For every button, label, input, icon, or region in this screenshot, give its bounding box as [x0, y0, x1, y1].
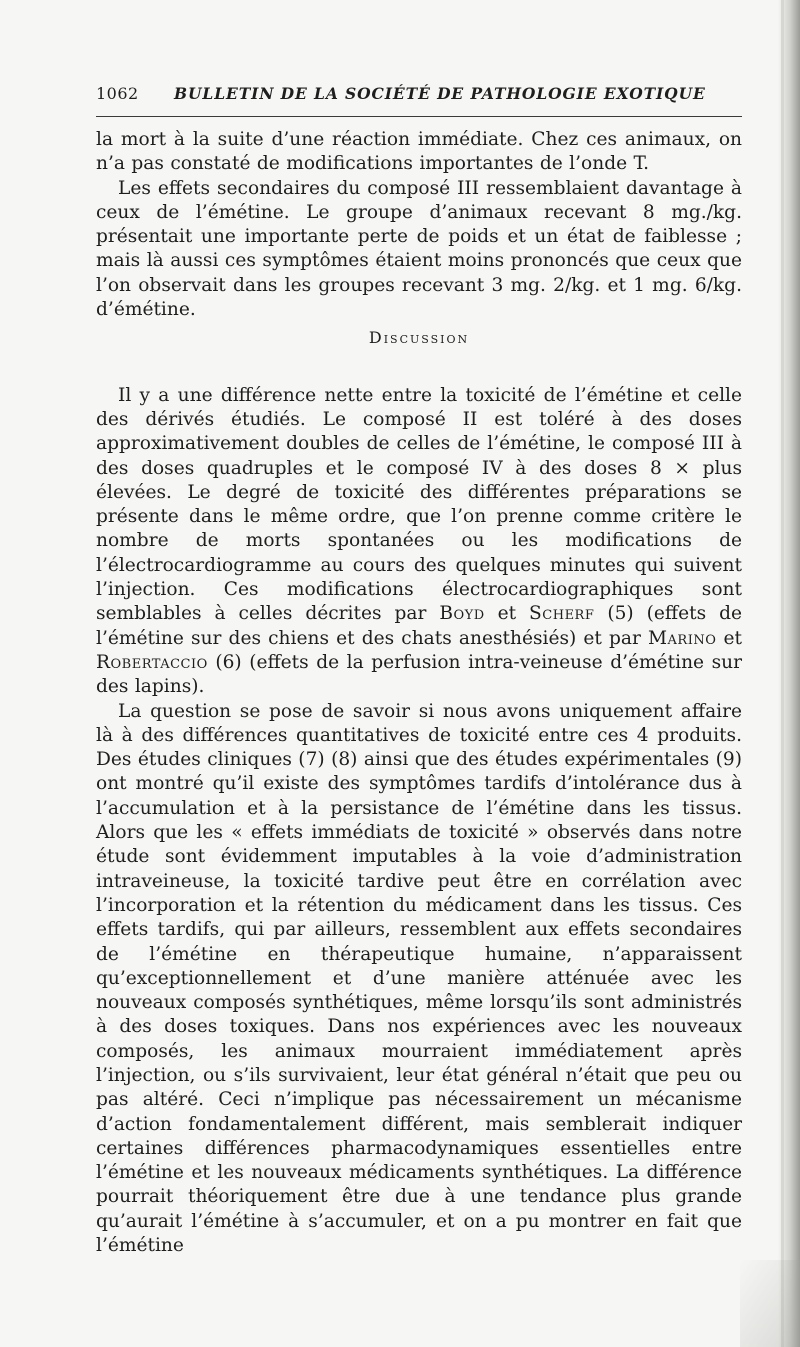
paragraph-side-effects: Les effets secondaires du composé III ressemblaient davantage à ceux de l’émétine. Le groupe d’animaux recevant 8 mg./kg. présentait une importante perte de poids et un état de faiblesse ; mais là aussi ces symptômes étaient moins prononcés que ceux que l’on observait dans les groupes recevant 3 mg. 2/kg. et 1 mg. 6/kg. d’émétine.: [96, 177, 742, 321]
article-body: [96, 128, 742, 1258]
p3-text-d: et: [716, 627, 742, 649]
paragraph-continuation: la mort à la suite d’une réaction immédiate. Chez ces animaux, on n’a pas constaté de modifications importantes de l’onde T.: [96, 129, 742, 175]
author-robertaccio: Robertaccio: [96, 651, 208, 673]
paragraph-toxicity-difference: [96, 384, 742, 700]
page-corner-shadow: [740, 1260, 800, 1347]
header-rule: [96, 116, 742, 117]
p3-text-b: et: [484, 603, 530, 625]
author-boyd: Boyd: [439, 603, 485, 625]
running-title: BULLETIN DE LA SOCIÉTÉ DE PATHOLOGIE EXOTIQUE: [174, 84, 706, 103]
page-edge-shadow: [778, 0, 800, 1347]
p3-text-c: (5) (effets de l’émétine sur des chiens et des chats anesthésiés) et par: [96, 603, 742, 649]
author-marino: Marino: [648, 627, 717, 649]
paragraph-quantitative-question: La question se pose de savoir si nous avons uniquement affaire là à des différences quantitatives de toxicité entre ces 4 produits. Des études cliniques (7) (8) ainsi que des études expérimentales (9) ont montré qu’il existe des symptômes tardifs d’intolérance dus à l’accumulation et à la persistance de l’émétine dans les tissus. Alors que les « effets immédiats de toxicité » observés dans notre étude sont évidemment imputables à la voie d’administration intraveineuse, la toxicité tardive peut être en corrélation avec l’incorporation et la rétention du médicament dans les tissus. Ces effets tardifs, qui par ailleurs, ressemblent aux effets secondaires de l’émétine en thérapeutique humaine, n’apparaissent qu’exceptionnellement et d’une manière atténuée avec les nouveaux composés synthétiques, même lorsqu’ils sont administrés à des doses toxiques. Dans nos expériences avec les nouveaux composés, les animaux mourraient immédiatement après l’injection, ou s’ils survivaient, leur état général n’était que peu ou pas altéré. Ceci n’implique pas nécessairement un mécanisme d’action fondamentalement différent, mais semblerait indiquer certaines différences pharmacodynamiques essentielles entre l’émétine et les nouveaux médicaments synthétiques. La différence pourrait théoriquement être due à une tendance plus grande qu’aurait l’émétine à s’accumuler, et on a pu montrer en fait que l’émétine: [96, 700, 742, 1257]
page-header: [96, 84, 746, 110]
author-scherf: Scherf: [529, 603, 595, 625]
section-heading-discussion: Discussion: [368, 328, 470, 348]
p3-text-e: (6) (effets de la perfusion intra-veineuse d’émétine sur des lapins).: [96, 651, 742, 698]
page-number: 1062: [96, 84, 139, 103]
p3-text-a: Il y a une différence nette entre la toxicité de l’émétine et celle des dérivés étudiés. Le composé II est toléré à des doses approximativement doubles de celles de l’émétine, le composé III à des doses quadruples et le composé IV à des doses 8 × plus élevées. Le degré de toxicité des différentes préparations se présente dans le même ordre, que l’on prenne comme critère le nombre de morts spontanées ou les modifications de l’électrocardiogramme au cours des quelques minutes qui suivent l’injection. Ces modifications électrocardiographiques sont semblables à celles décrites par: [96, 384, 742, 625]
